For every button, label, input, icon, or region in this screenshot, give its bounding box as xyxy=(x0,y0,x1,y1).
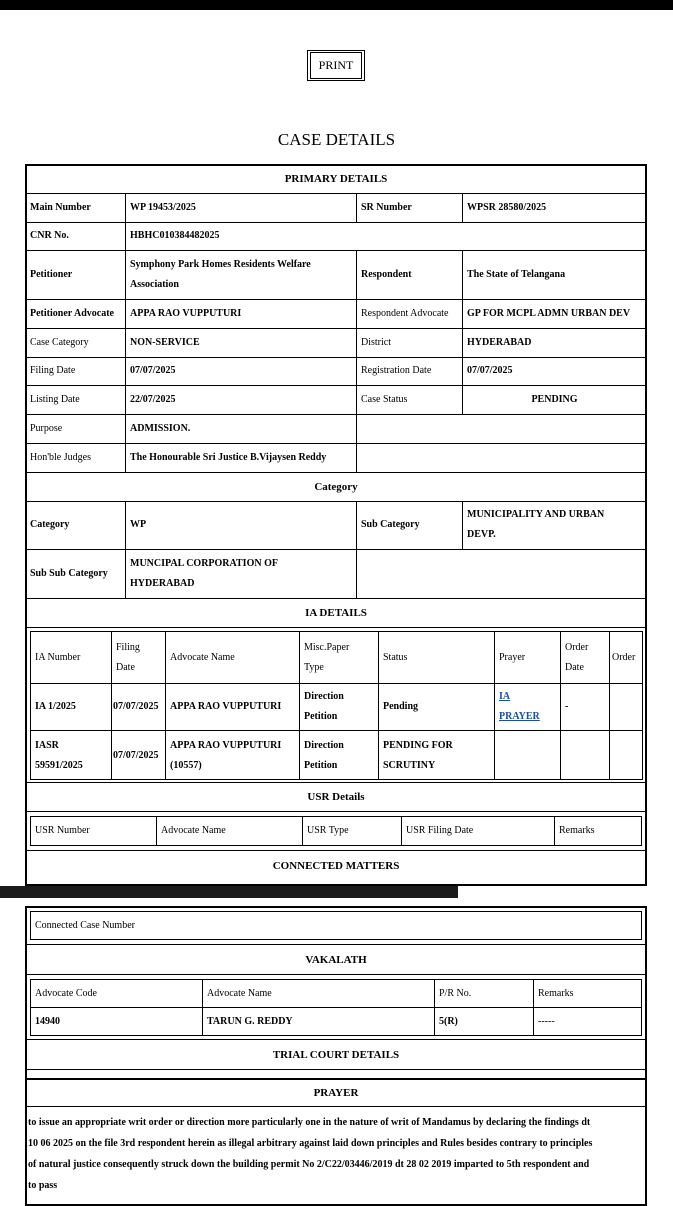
vakalath-code: 14940 xyxy=(35,1016,60,1027)
trial-court-header: TRIAL COURT DETAILS xyxy=(272,1048,400,1061)
ia-row1-type: Direction Petition xyxy=(304,691,344,722)
case-status-label: Case Status xyxy=(361,393,408,405)
registration-date-label: Registration Date xyxy=(361,365,432,376)
category-value: WP xyxy=(130,519,147,530)
judges-label: Hon'ble Judges xyxy=(30,451,91,463)
petitioner-advocate-label: Petitioner Advocate xyxy=(30,307,114,319)
vakalath-col-code: Advocate Code xyxy=(35,987,97,999)
cnr-label: CNR No. xyxy=(30,230,69,241)
main-number-label: Main Number xyxy=(30,201,91,213)
sr-number-label: SR Number xyxy=(361,201,412,213)
category-header: Category xyxy=(314,480,358,493)
ia-row1-order-date: - xyxy=(565,701,569,712)
listing-date-value: 22/07/2025 xyxy=(130,393,176,405)
ia-col-number: IA Number xyxy=(35,651,81,663)
vakalath-pr: 5(R) xyxy=(439,1016,458,1027)
usr-col-type: USR Type xyxy=(307,825,349,836)
vakalath-col-name: Advocate Name xyxy=(207,987,272,999)
prayer-text: to issue an appropriate writ order or direction more particularly one in the nature of writ of Mandamus by declaring the findings dt 10 06 2025 on the file 3rd respondent herein as illegal arbitrary against laid down principles and Rules besides contrary to principles of natural justice consequently struck down the building permit No 2/C22/03446/2019 dt 28 02 2019 imparted to 5th respondent and to pass xyxy=(28,1117,593,1191)
sub-sub-category-label: Sub Sub Category xyxy=(30,567,108,579)
ia-col-order-date: Order Date xyxy=(565,641,589,673)
vakalath-remarks: ----- xyxy=(538,1016,555,1027)
category-label: Category xyxy=(30,519,70,530)
ia-row2-date: 07/07/2025 xyxy=(113,749,159,761)
ia-row1-date: 07/07/2025 xyxy=(113,701,159,712)
purpose-label: Purpose xyxy=(30,422,63,434)
petitioner-label: Petitioner xyxy=(30,268,73,280)
sub-sub-category-value: MUNCIPAL CORPORATION OF HYDERABAD xyxy=(130,557,278,589)
filing-date-label: Filing Date xyxy=(30,365,76,376)
connected-col-case-number: Connected Case Number xyxy=(35,919,135,931)
petitioner-advocate-value: APPA RAO VUPPUTURI xyxy=(130,307,242,319)
usr-col-remarks: Remarks xyxy=(559,825,595,836)
usr-col-number: USR Number xyxy=(35,825,90,836)
ia-col-filing-date: Filing Date xyxy=(116,641,140,673)
top-bar xyxy=(0,0,673,10)
sub-category-label: Sub Category xyxy=(361,519,420,530)
connected-matters-header: CONNECTED MATTERS xyxy=(272,860,400,872)
ia-row2-type: Direction Petition xyxy=(304,739,344,771)
respondent-label: Respondent xyxy=(361,268,412,280)
vakalath-col-remarks: Remarks xyxy=(538,987,574,999)
usr-details-header: USR Details xyxy=(307,790,365,803)
ia-col-advocate: Advocate Name xyxy=(170,651,235,663)
ia-row1-prayer-link[interactable]: IA PRAYER xyxy=(499,691,540,722)
ia-row2-advocate: APPA RAO VUPPUTURI (10557) xyxy=(170,739,282,771)
ia-row2-status: PENDING FOR SCRUTINY xyxy=(383,739,453,771)
filing-date-value: 07/07/2025 xyxy=(130,365,176,376)
respondent-value: The State of Telangana xyxy=(467,268,566,280)
ia-col-status: Status xyxy=(383,651,408,663)
sub-category-value: MUNICIPALITY AND URBAN DEVP. xyxy=(467,509,605,540)
main-number-value: WP 19453/2025 xyxy=(130,201,196,213)
respondent-advocate-value: GP FOR MCPL ADMN URBAN DEV xyxy=(467,307,631,319)
cnr-value: HBHC010384482025 xyxy=(130,230,220,241)
ia-row1-status: Pending xyxy=(383,701,419,712)
judges-value: The Honourable Sri Justice B.Vijaysen Reddy xyxy=(130,451,327,463)
case-status-value: PENDING xyxy=(531,393,578,405)
ia-col-misc-type: Misc.Paper Type xyxy=(304,641,350,673)
vakalath-header: VAKALATH xyxy=(305,953,367,966)
ia-row1-advocate: APPA RAO VUPPUTURI xyxy=(170,701,282,712)
ia-row2-number: IASR 59591/2025 xyxy=(35,739,83,771)
respondent-advocate-label: Respondent Advocate xyxy=(361,307,449,319)
ia-col-prayer: Prayer xyxy=(499,651,526,663)
usr-col-advocate: Advocate Name xyxy=(161,825,226,836)
purpose-value: ADMISSION. xyxy=(130,422,191,434)
petitioner-value: Symphony Park Homes Residents Welfare Association xyxy=(130,258,311,290)
sr-number-value: WPSR 28580/2025 xyxy=(467,201,547,213)
district-label: District xyxy=(361,336,391,348)
registration-date-value: 07/07/2025 xyxy=(467,365,513,376)
vakalath-name: TARUN G. REDDY xyxy=(207,1016,293,1027)
case-category-value: NON-SERVICE xyxy=(130,336,200,348)
listing-date-label: Listing Date xyxy=(30,393,80,405)
ia-col-order: Order xyxy=(612,651,636,663)
case-category-label: Case Category xyxy=(30,336,89,348)
prayer-header: PRAYER xyxy=(313,1087,359,1099)
vakalath-col-pr: P/R No. xyxy=(439,987,472,999)
print-button[interactable]: PRINT xyxy=(307,50,365,81)
primary-details-header: PRIMARY DETAILS xyxy=(284,172,388,185)
usr-col-filing-date: USR Filing Date xyxy=(406,825,474,836)
ia-details-header: IA DETAILS xyxy=(305,606,367,619)
page-title: CASE DETAILS xyxy=(277,130,396,149)
district-value: HYDERABAD xyxy=(467,336,532,348)
ia-row1-number: IA 1/2025 xyxy=(35,701,76,712)
